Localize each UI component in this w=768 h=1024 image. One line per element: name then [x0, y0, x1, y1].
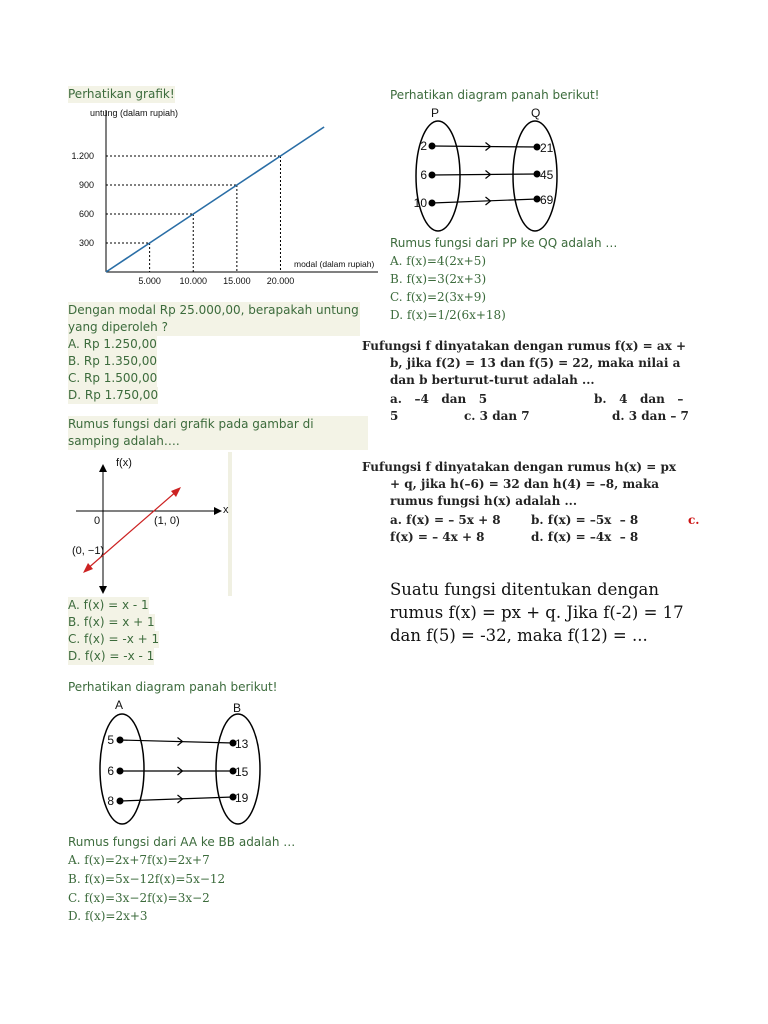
q2-option-c[interactable]: C. f(x) = -x + 1 [68, 632, 160, 646]
q4-option-b[interactable]: B. f(x)=3(2x+3) [390, 272, 487, 286]
q1-xlabel: modal (dalam rupiah) [294, 259, 375, 269]
q1-option-d[interactable]: D. Rp 1.750,00 [68, 388, 159, 402]
q4-arrow-line [432, 146, 537, 147]
q2-option-d[interactable]: D. f(x) = -x - 1 [68, 649, 155, 663]
q2-x-label: x [223, 504, 229, 516]
q3-set-a-label: A [115, 698, 124, 712]
q1-option-b[interactable]: B. Rp 1.350,00 [68, 354, 158, 368]
q7-line2: rumus f(x) = px + q. Jika f(-2) = 17 [390, 603, 684, 622]
q1-intro: Perhatikan grafik! [68, 87, 175, 101]
q4-domain-label: 2 [420, 139, 427, 153]
q3-domain-label: 6 [107, 764, 114, 778]
q1-option-a[interactable]: A. Rp 1.250,00 [68, 337, 157, 351]
q1-y-tick-label: 600 [78, 209, 94, 219]
q5-option-d[interactable]: d. 3 dan – 7 [612, 409, 689, 423]
q1-ylabel: untung (dalam rupiah) [90, 108, 179, 118]
q6-option-c-letter[interactable]: c. [688, 513, 700, 527]
q3-option-d[interactable]: D. f(x)=2x+3 [68, 909, 148, 923]
q3-codomain-label: 15 [235, 765, 249, 779]
q3-arrow-diagram [90, 695, 270, 825]
q3-domain-dot [117, 768, 124, 775]
q4-domain-label: 6 [420, 168, 427, 182]
q6-option-c[interactable]: f(x) = – 4x + 8 [390, 530, 485, 544]
q5-line2: b, jika f(2) = 13 dan f(5) = 22, maka nilai a [390, 356, 681, 370]
q4-question: Rumus fungsi dari PP ke QQ adalah … [390, 236, 618, 250]
q2-option-b[interactable]: B. f(x) = x + 1 [68, 615, 155, 629]
q6-line2: + q, jika h(–6) = 32 dan h(4) = –8, maka [390, 477, 660, 491]
q3-option-c[interactable]: C. f(x)=3x−2f(x)=3x−2 [68, 891, 210, 905]
q4-domain-dot [429, 172, 436, 179]
q4-option-d[interactable]: D. f(x)=1/2(6x+18) [390, 308, 506, 322]
q4-codomain-label: 45 [540, 168, 554, 182]
q2-point2-label: (0, −1) [72, 545, 105, 557]
q6-option-b[interactable]: b. f(x) = –5x – 8 [531, 513, 639, 527]
q4-codomain-label: 21 [540, 141, 554, 155]
q6-option-a[interactable]: a. f(x) = – 5x + 8 [390, 513, 501, 527]
q3-codomain-label: 19 [235, 791, 249, 805]
q3-arrow-line [120, 740, 233, 743]
q1-data-line [106, 127, 324, 272]
q4-domain-label: 10 [413, 196, 427, 210]
q3-question: Rumus fungsi dari AA ke BB adalah … [68, 835, 296, 849]
q3-domain-dot [117, 737, 124, 744]
q1-x-tick-label: 15.000 [223, 276, 251, 286]
q7-line1: Suatu fungsi ditentukan dengan [390, 580, 659, 599]
q4-domain-dot [429, 143, 436, 150]
q4-codomain-label: 69 [540, 193, 554, 207]
q5-line3: dan b berturut-turut adalah ... [390, 373, 595, 387]
q3-codomain-label: 13 [235, 737, 249, 751]
q6-option-d[interactable]: d. f(x) = –4x – 8 [531, 530, 639, 544]
q1-x-tick-label: 10.000 [179, 276, 208, 286]
q5-option-b[interactable]: b. 4 dan – [594, 392, 684, 406]
q5-option-a[interactable]: a. –4 dan 5 [390, 392, 488, 406]
q1-option-c[interactable]: C. Rp 1.500,00 [68, 371, 158, 385]
q4-arrow-line [432, 174, 537, 175]
q6-line1: Fufungsi f dinyatakan dengan rumus h(x) = px [362, 460, 677, 474]
q1-y-tick-label: 1.200 [71, 151, 94, 161]
q4-set-q-label: Q [531, 106, 541, 120]
q4-option-c[interactable]: C. f(x)=2(3x+9) [390, 290, 487, 304]
q3-option-a[interactable]: A. f(x)=2x+7f(x)=2x+7 [68, 853, 210, 867]
q3-domain-label: 5 [107, 733, 114, 747]
q5-option-b-cont: 5 [390, 409, 399, 423]
q1-y-tick-label: 300 [78, 238, 94, 248]
q4-domain-dot [429, 200, 436, 207]
q4-arrow-diagram [405, 103, 575, 233]
q4-arrow-line [432, 199, 537, 203]
q3-set-b-label: B [233, 701, 242, 715]
q2-origin-label: 0 [94, 515, 101, 527]
q1-line-chart [68, 100, 388, 300]
q7-line3: dan f(5) = -32, maka f(12) = ... [390, 626, 648, 645]
q3-domain-label: 8 [107, 794, 114, 808]
q1-y-tick-label: 900 [78, 180, 94, 190]
q5-option-c[interactable]: c. 3 dan 7 [464, 409, 530, 423]
q1-question: Dengan modal Rp 25.000,00, berapakah untung yang diperoleh ? [68, 303, 359, 334]
q4-option-a[interactable]: A. f(x)=4(2x+5) [390, 254, 487, 268]
q3-option-b[interactable]: B. f(x)=5x−12f(x)=5x−12 [68, 872, 226, 886]
q1-x-tick-label: 20.000 [266, 276, 295, 286]
q2-option-a[interactable]: A. f(x) = x - 1 [68, 598, 149, 612]
q3-arrow-line [120, 797, 233, 801]
q5-line1: Fufungsi f dinyatakan dengan rumus f(x) = ax + [362, 339, 687, 353]
q3-domain-dot [117, 798, 124, 805]
q2-graph [68, 450, 238, 598]
q3-intro: Perhatikan diagram panah berikut! [68, 680, 278, 694]
q2-point1-label: (1, 0) [154, 515, 180, 527]
q4-intro: Perhatikan diagram panah berikut! [390, 88, 600, 102]
q4-set-p-label: P [431, 106, 440, 120]
q2-question: Rumus fungsi dari grafik pada gambar di samping adalah…. [68, 416, 368, 450]
q6-line3: rumus fungsi h(x) adalah ... [390, 494, 578, 508]
q1-x-tick-label: 5.000 [138, 276, 161, 286]
q2-fx-label: f(x) [116, 457, 132, 469]
